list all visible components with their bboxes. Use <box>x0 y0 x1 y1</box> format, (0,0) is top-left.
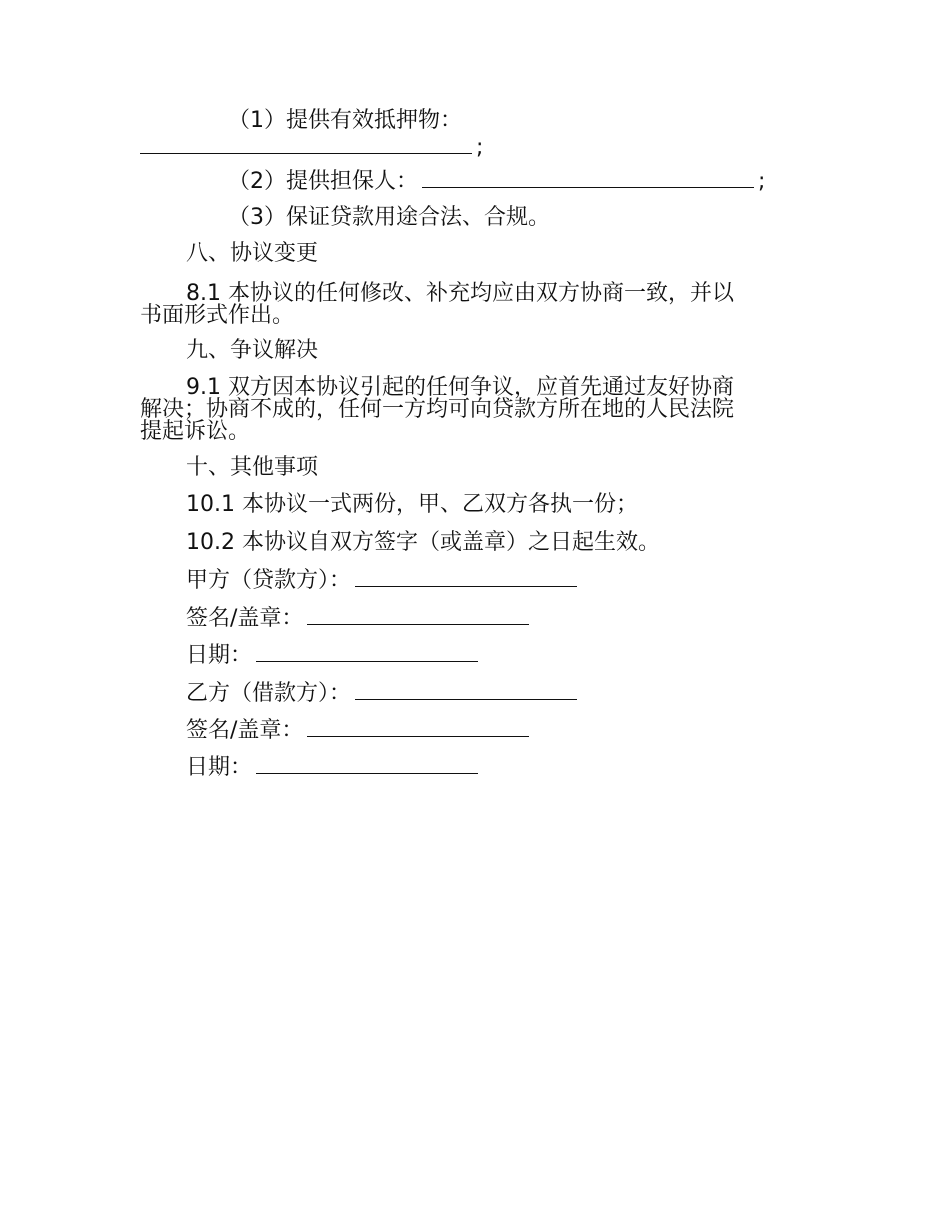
party-a-blank[interactable] <box>355 566 577 587</box>
clause-8-1-continuation: 书面形式作出。 <box>140 303 295 328</box>
clause-9-1-continuation: 解决；协商不成的，任何一方均可向贷款方所在地的人民法院 <box>140 397 735 422</box>
party-b-signature-label: 签名/盖章： <box>186 718 304 743</box>
collateral-blank[interactable] <box>140 133 472 154</box>
clause-9-1-ending: 提起诉讼。 <box>140 419 251 444</box>
party-a-signature-label: 签名/盖章： <box>186 606 304 631</box>
party-b-label: 乙方（借款方）： <box>186 681 352 706</box>
party-b-signature-line <box>186 716 950 744</box>
clause-10-1 <box>186 491 950 519</box>
party-a-signature-blank[interactable] <box>307 604 529 625</box>
collateral-line <box>228 107 950 135</box>
clause-9-1-line-3 <box>140 418 950 446</box>
guarantor-label: （2）提供担保人： <box>228 169 418 194</box>
section-9-title: 九、争议解决 <box>186 338 319 363</box>
party-a-signature-line <box>186 604 950 632</box>
section-8-heading <box>186 240 950 268</box>
party-a-label: 甲方（贷款方）： <box>186 568 352 593</box>
party-a-date-blank[interactable] <box>256 641 478 662</box>
collateral-semicolon: ; <box>476 135 484 160</box>
guarantor-line <box>228 167 950 195</box>
clause-10-2-text: 10.2 本协议自双方签字（或盖章）之日起生效。 <box>186 530 660 555</box>
section-8-title: 八、协议变更 <box>186 241 319 266</box>
clause-10-1-text: 10.1 本协议一式两份，甲、乙双方各执一份； <box>186 492 638 517</box>
collateral-label: （1）提供有效抵押物： <box>228 108 462 133</box>
guarantor-semicolon: ; <box>758 169 766 194</box>
collateral-blank-line <box>140 133 950 161</box>
section-9-heading <box>186 337 950 365</box>
party-a-date-line <box>186 641 950 669</box>
party-a-date-label: 日期： <box>186 643 253 668</box>
clause-9-1-text: 9.1 双方因本协议引起的任何争议，应首先通过友好协商 <box>186 375 734 400</box>
clause-10-2 <box>186 529 950 557</box>
loan-purpose-line <box>228 204 950 232</box>
party-b-date-blank[interactable] <box>256 753 478 774</box>
guarantor-blank[interactable] <box>422 167 754 188</box>
party-b-blank[interactable] <box>355 679 577 700</box>
clause-8-1-text: 8.1 本协议的任何修改、补充均应由双方协商一致，并以 <box>186 281 734 306</box>
section-10-heading <box>186 454 950 482</box>
section-10-title: 十、其他事项 <box>186 455 319 480</box>
party-b-signature-blank[interactable] <box>307 716 529 737</box>
clause-8-1-line-2 <box>140 302 950 330</box>
loan-purpose-text: （3）保证贷款用途合法、合规。 <box>228 205 550 230</box>
party-b-date-line <box>186 753 950 781</box>
party-b-line <box>186 679 950 707</box>
party-b-date-label: 日期： <box>186 755 253 780</box>
party-a-line <box>186 566 950 594</box>
